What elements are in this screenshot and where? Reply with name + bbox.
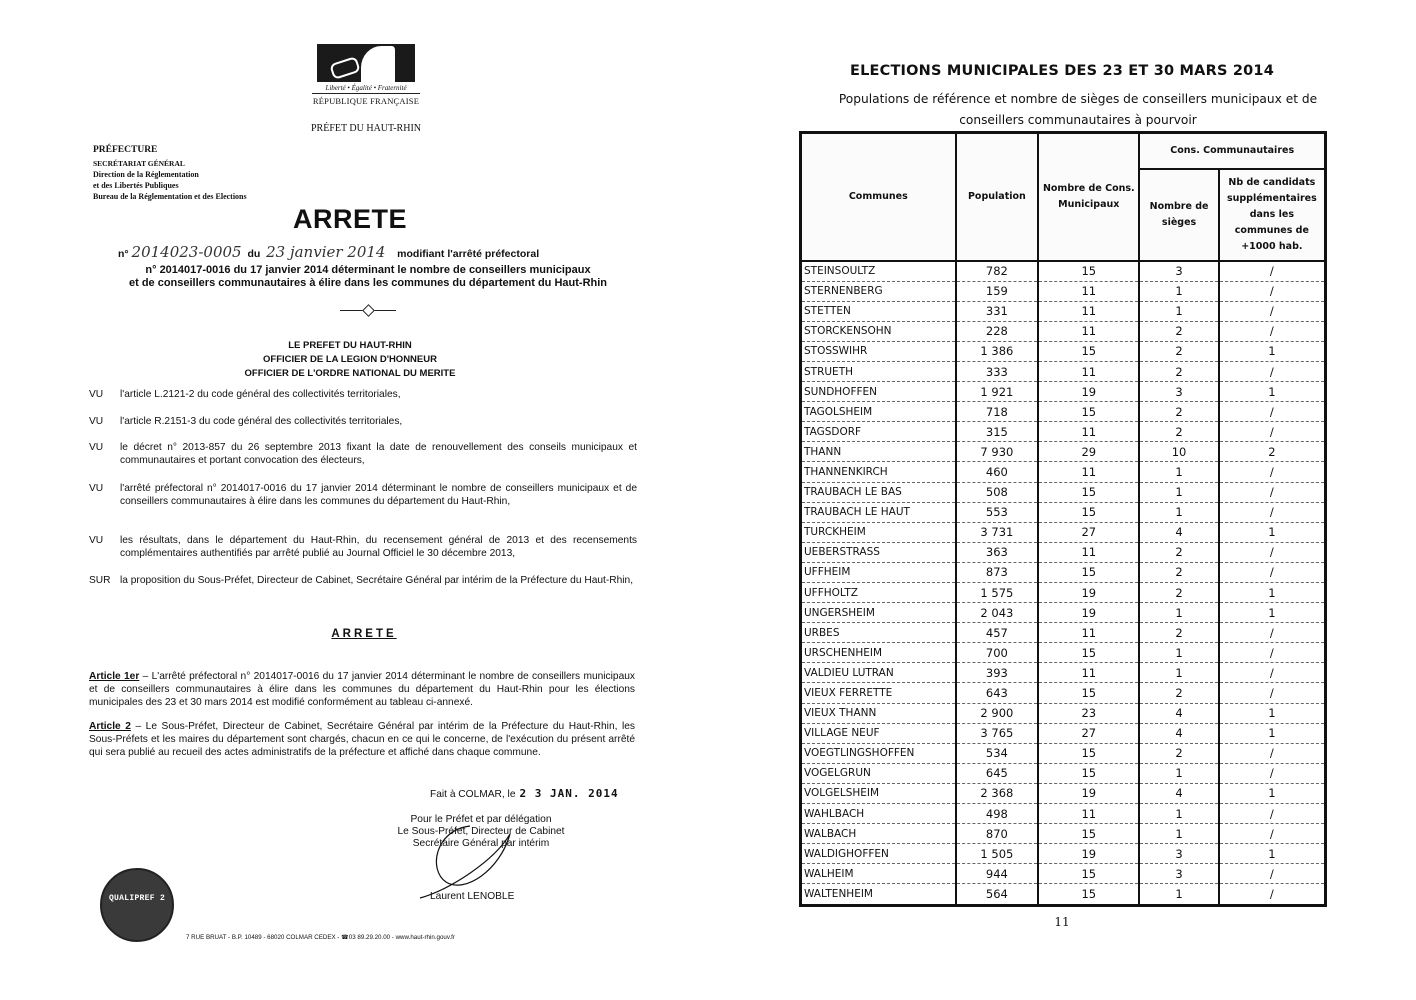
- cell-sieges: 2: [1139, 562, 1218, 582]
- table-row: [801, 643, 1326, 663]
- cell-population: 553: [956, 502, 1039, 522]
- table-row: [801, 341, 1326, 361]
- cell-sieges: 1: [1139, 603, 1218, 623]
- arrete-page: [0, 0, 700, 1000]
- service-line: SECRÉTARIAT GÉNÉRAL: [93, 159, 185, 168]
- signature-line: Le Sous-Préfet, Directeur de Cabinet: [397, 826, 565, 837]
- consideration-tag: VU: [89, 389, 104, 400]
- cell-sieges: 1: [1139, 482, 1218, 502]
- table-row: [801, 723, 1326, 743]
- cell-sieges: 4: [1139, 522, 1218, 542]
- cell-cons-municipaux: 15: [1038, 643, 1139, 663]
- article-text: – Le Sous-Préfet, Directeur de Cabinet, Secrétaire Général par intérim de la Préfecture du Haut-Rhin, les Sous-Préfets et les maires du département sont chargés, chacun en ce qui le concerne, de l'exécution du présent arrêté qui sera publié au recueil des actes administratifs de la préfecture et affiché dans chaque commune.: [89, 721, 635, 758]
- cell-candidats: /: [1219, 663, 1326, 683]
- arrete-reference: [118, 243, 628, 261]
- cell-sieges: 3: [1139, 844, 1218, 864]
- cell-cons-municipaux: 11: [1038, 281, 1139, 301]
- cell-commune: VOEGTLINGSHOFFEN: [801, 743, 956, 763]
- consideration-text: la proposition du Sous-Préfet, Directeur de Cabinet, Secrétaire Général par intérim de la Préfecture du Haut-Rhin,: [120, 575, 634, 586]
- cell-candidats: /: [1219, 623, 1326, 643]
- table-row: [801, 301, 1326, 321]
- cell-sieges: 1: [1139, 301, 1218, 321]
- cell-candidats: /: [1219, 743, 1326, 763]
- cell-population: 1 505: [956, 844, 1039, 864]
- cell-cons-municipaux: 15: [1038, 884, 1139, 905]
- cell-population: 1 575: [956, 583, 1039, 603]
- cell-population: 700: [956, 643, 1039, 663]
- cell-sieges: 4: [1139, 783, 1218, 803]
- table-row: [801, 522, 1326, 542]
- table-row: [801, 281, 1326, 301]
- page-number: 11: [1054, 915, 1070, 929]
- officer-line: OFFICIER DE L'ORDRE NATIONAL DU MERITE: [244, 368, 456, 379]
- article-label: Article 1er: [89, 671, 140, 682]
- cell-commune: TRAUBACH LE BAS: [801, 482, 956, 502]
- cell-commune: THANN: [801, 442, 956, 462]
- cell-sieges: 3: [1139, 261, 1218, 282]
- consideration-tag: VU: [89, 535, 104, 546]
- cell-population: 159: [956, 281, 1039, 301]
- cell-sieges: 2: [1139, 341, 1218, 361]
- cell-cons-municipaux: 15: [1038, 562, 1139, 582]
- cell-candidats: 1: [1219, 522, 1326, 542]
- table-row: [801, 462, 1326, 482]
- cell-sieges: 1: [1139, 281, 1218, 301]
- consideration: [89, 441, 637, 467]
- cell-sieges: 2: [1139, 583, 1218, 603]
- cell-commune: WALDIGHOFFEN: [801, 844, 956, 864]
- cell-cons-municipaux: 15: [1038, 824, 1139, 844]
- place-date: [430, 787, 619, 800]
- issuer: PRÉFET DU HAUT-RHIN: [310, 123, 421, 134]
- cell-sieges: 3: [1139, 382, 1218, 402]
- table-row: [801, 502, 1326, 522]
- cell-population: 333: [956, 361, 1039, 381]
- cell-cons-municipaux: 15: [1038, 402, 1139, 422]
- cell-candidats: /: [1219, 884, 1326, 905]
- cell-commune: STEINSOULTZ: [801, 261, 956, 282]
- table-row: [801, 743, 1326, 763]
- cell-population: 645: [956, 763, 1039, 783]
- cell-cons-municipaux: 23: [1038, 703, 1139, 723]
- cell-commune: VIEUX FERRETTE: [801, 683, 956, 703]
- table-row: [801, 824, 1326, 844]
- cell-cons-municipaux: 11: [1038, 361, 1139, 381]
- cell-commune: VALDIEU LUTRAN: [801, 663, 956, 683]
- marianne-logo-icon: [317, 44, 415, 82]
- header-candidats: Nb de candidats supplémentaires dans les communes de +1000 hab.: [1219, 169, 1326, 261]
- table-row: [801, 422, 1326, 442]
- cell-commune: UFFHEIM: [801, 562, 956, 582]
- cell-sieges: 3: [1139, 864, 1218, 884]
- cell-commune: STOSSWIHR: [801, 341, 956, 361]
- table-row: [801, 603, 1326, 623]
- cell-candidats: /: [1219, 402, 1326, 422]
- signer-name: Laurent LENOBLE: [430, 891, 515, 902]
- header-cons-municipaux: Nombre de Cons. Municipaux: [1038, 133, 1139, 261]
- table-row: [801, 763, 1326, 783]
- officer-line: LE PREFET DU HAUT-RHIN: [288, 340, 412, 351]
- cell-cons-municipaux: 19: [1038, 844, 1139, 864]
- cell-candidats: /: [1219, 804, 1326, 824]
- service-line: Bureau de la Réglementation et des Elections: [93, 192, 247, 201]
- signature-line: Secrétaire Général par intérim: [412, 838, 550, 849]
- cell-cons-municipaux: 11: [1038, 804, 1139, 824]
- header-commune: Communes: [801, 133, 956, 261]
- cell-cons-municipaux: 15: [1038, 261, 1139, 282]
- cell-cons-municipaux: 15: [1038, 864, 1139, 884]
- consideration: [89, 415, 637, 428]
- table-row: [801, 703, 1326, 723]
- cell-population: 3 731: [956, 522, 1039, 542]
- cell-sieges: 4: [1139, 723, 1218, 743]
- cell-population: 498: [956, 804, 1039, 824]
- cell-cons-municipaux: 11: [1038, 321, 1139, 341]
- handwritten-number: 2014023-0005: [131, 243, 242, 261]
- cell-candidats: /: [1219, 361, 1326, 381]
- service-block: [93, 145, 247, 202]
- cell-cons-municipaux: 11: [1038, 663, 1139, 683]
- consideration-text: l'article L.2121-2 du code général des collectivités territoriales,: [120, 389, 401, 400]
- cell-candidats: /: [1219, 824, 1326, 844]
- cell-commune: STETTEN: [801, 301, 956, 321]
- cell-population: 3 765: [956, 723, 1039, 743]
- table-row: [801, 361, 1326, 381]
- cell-population: 534: [956, 743, 1039, 763]
- cell-sieges: 2: [1139, 542, 1218, 562]
- cell-candidats: /: [1219, 502, 1326, 522]
- cell-candidats: /: [1219, 462, 1326, 482]
- cell-candidats: 1: [1219, 723, 1326, 743]
- cell-cons-municipaux: 15: [1038, 341, 1139, 361]
- cell-population: 873: [956, 562, 1039, 582]
- cell-commune: STERNENBERG: [801, 281, 956, 301]
- cell-cons-municipaux: 19: [1038, 583, 1139, 603]
- table-row: [801, 663, 1326, 683]
- cell-commune: TAGSDORF: [801, 422, 956, 442]
- cell-commune: URBES: [801, 623, 956, 643]
- cell-population: 460: [956, 462, 1039, 482]
- consideration: [89, 534, 637, 560]
- cell-sieges: 2: [1139, 683, 1218, 703]
- service-line: Direction de la Réglementation: [93, 170, 199, 179]
- table-row: [801, 583, 1326, 603]
- subtitle-line: et de conseillers communautaires à élire dans les communes du département du Haut-Rhin: [128, 277, 608, 289]
- consideration-text: l'arrêté préfectoral n° 2014017-0016 du 17 janvier 2014 déterminant le nombre de conseillers municipaux et de conseillers communautaires à élire dans les communes du département du Haut-Rhin,: [120, 483, 637, 507]
- cell-candidats: 1: [1219, 382, 1326, 402]
- cell-cons-municipaux: 15: [1038, 683, 1139, 703]
- cell-candidats: /: [1219, 321, 1326, 341]
- cell-population: 2 368: [956, 783, 1039, 803]
- annex-title: ELECTIONS MUNICIPALES DES 23 ET 30 MARS 2014: [849, 63, 1275, 79]
- consideration-tag: VU: [89, 442, 104, 453]
- cell-population: 718: [956, 402, 1039, 422]
- cell-cons-municipaux: 15: [1038, 763, 1139, 783]
- consideration: [89, 388, 637, 401]
- article-label: Article 2: [89, 721, 131, 732]
- cell-sieges: 1: [1139, 643, 1218, 663]
- cell-commune: STORCKENSOHN: [801, 321, 956, 341]
- badge-label: QUALIPREF 2: [108, 893, 166, 903]
- table-row: [801, 542, 1326, 562]
- cell-population: 393: [956, 663, 1039, 683]
- handwritten-date: 23 janvier 2014: [266, 243, 386, 261]
- cell-candidats: /: [1219, 482, 1326, 502]
- cell-sieges: 1: [1139, 804, 1218, 824]
- cell-population: 1 386: [956, 341, 1039, 361]
- ref-suffix: modifiant l'arrêté préfectoral: [397, 248, 540, 260]
- cell-sieges: 1: [1139, 884, 1218, 905]
- cell-commune: VILLAGE NEUF: [801, 723, 956, 743]
- cell-cons-municipaux: 27: [1038, 723, 1139, 743]
- table-row: [801, 442, 1326, 462]
- cell-sieges: 1: [1139, 502, 1218, 522]
- cell-commune: WAHLBACH: [801, 804, 956, 824]
- cell-commune: VOGELGRUN: [801, 763, 956, 783]
- cell-commune: TRAUBACH LE HAUT: [801, 502, 956, 522]
- cell-sieges: 1: [1139, 824, 1218, 844]
- article-2: [89, 720, 635, 759]
- cell-candidats: /: [1219, 864, 1326, 884]
- service-line: et des Libertés Publiques: [93, 181, 179, 190]
- cell-cons-municipaux: 19: [1038, 783, 1139, 803]
- cell-commune: THANNENKIRCH: [801, 462, 956, 482]
- header-population: Population: [956, 133, 1039, 261]
- cell-cons-municipaux: 11: [1038, 623, 1139, 643]
- ref-prefix: n°: [118, 248, 129, 260]
- cell-candidats: 1: [1219, 844, 1326, 864]
- cell-commune: WALHEIM: [801, 864, 956, 884]
- consideration-tag: VU: [89, 483, 104, 494]
- cell-population: 363: [956, 542, 1039, 562]
- cell-cons-municipaux: 19: [1038, 382, 1139, 402]
- cell-cons-municipaux: 19: [1038, 603, 1139, 623]
- handwritten-signature-icon: [410, 820, 530, 900]
- cell-cons-municipaux: 15: [1038, 743, 1139, 763]
- cell-sieges: 2: [1139, 402, 1218, 422]
- cell-population: 7 930: [956, 442, 1039, 462]
- cell-commune: WALBACH: [801, 824, 956, 844]
- cell-population: 331: [956, 301, 1039, 321]
- cell-candidats: /: [1219, 301, 1326, 321]
- cell-sieges: 1: [1139, 663, 1218, 683]
- officer-line: OFFICIER DE LA LEGION D'HONNEUR: [263, 354, 437, 365]
- cell-candidats: 1: [1219, 583, 1326, 603]
- cell-sieges: 10: [1139, 442, 1218, 462]
- cell-commune: TAGOLSHEIM: [801, 402, 956, 422]
- cell-cons-municipaux: 15: [1038, 502, 1139, 522]
- document-title: ARRETE: [292, 204, 407, 234]
- table-row: [801, 382, 1326, 402]
- cell-population: 2 900: [956, 703, 1039, 723]
- article-1: [89, 670, 635, 709]
- annex-table-page: [708, 0, 1416, 1000]
- cell-candidats: /: [1219, 683, 1326, 703]
- cell-candidats: /: [1219, 542, 1326, 562]
- cell-candidats: 1: [1219, 783, 1326, 803]
- cell-population: 870: [956, 824, 1039, 844]
- cell-sieges: 2: [1139, 422, 1218, 442]
- cell-cons-municipaux: 11: [1038, 301, 1139, 321]
- subtitle-line: n° 2014017-0016 du 17 janvier 2014 déterminant le nombre de conseillers municipaux: [145, 264, 591, 276]
- cell-commune: UFFHOLTZ: [801, 583, 956, 603]
- cell-population: 564: [956, 884, 1039, 905]
- header-cons-communautaires: Cons. Communautaires: [1139, 133, 1325, 169]
- cell-commune: TURCKHEIM: [801, 522, 956, 542]
- cell-population: 228: [956, 321, 1039, 341]
- cell-candidats: /: [1219, 763, 1326, 783]
- consideration: [89, 574, 637, 587]
- republic-name: RÉPUBLIQUE FRANÇAISE: [312, 96, 420, 106]
- cell-sieges: 2: [1139, 743, 1218, 763]
- consideration: [89, 482, 637, 508]
- cell-commune: UEBERSTRASS: [801, 542, 956, 562]
- cell-commune: VOLGELSHEIM: [801, 783, 956, 803]
- cell-population: 782: [956, 261, 1039, 282]
- republic-motto: Liberté • Égalité • Fraternité: [312, 84, 420, 94]
- cell-commune: WALTENHEIM: [801, 884, 956, 905]
- cell-commune: VIEUX THANN: [801, 703, 956, 723]
- signature-line: Pour le Préfet et par délégation: [410, 814, 552, 825]
- cell-population: 643: [956, 683, 1039, 703]
- cell-sieges: 2: [1139, 623, 1218, 643]
- table-row: [801, 804, 1326, 824]
- cell-candidats: /: [1219, 281, 1326, 301]
- place-date-text: Fait à COLMAR, le: [430, 789, 516, 800]
- cell-candidats: 2: [1219, 442, 1326, 462]
- cell-sieges: 1: [1139, 763, 1218, 783]
- cell-sieges: 4: [1139, 703, 1218, 723]
- cell-cons-municipaux: 15: [1038, 482, 1139, 502]
- cell-cons-municipaux: 11: [1038, 462, 1139, 482]
- cell-population: 315: [956, 422, 1039, 442]
- cell-candidats: 1: [1219, 603, 1326, 623]
- cell-candidats: /: [1219, 422, 1326, 442]
- table-body: [801, 261, 1326, 906]
- cell-candidats: 1: [1219, 341, 1326, 361]
- consideration-tag: SUR: [89, 575, 111, 586]
- qualipref-badge-icon: [100, 868, 174, 942]
- cell-population: 508: [956, 482, 1039, 502]
- service-line: PRÉFECTURE: [93, 145, 158, 155]
- footer-address: 7 RUE BRUAT - B.P. 10489 - 68020 COLMAR CEDEX - ☎03 89.29.20.00 - www.haut-rhin.gouv.fr: [186, 934, 455, 941]
- cell-cons-municipaux: 29: [1038, 442, 1139, 462]
- consideration-text: l'article R.2151-3 du code général des collectivités territoriales,: [120, 416, 403, 427]
- annex-subtitle: Populations de référence et nombre de sièges de conseillers municipaux et de conseillers communautaires à pourvoir: [838, 92, 1318, 127]
- cell-candidats: 1: [1219, 703, 1326, 723]
- cell-sieges: 2: [1139, 321, 1218, 341]
- cell-population: 1 921: [956, 382, 1039, 402]
- cell-sieges: 1: [1139, 462, 1218, 482]
- consideration-tag: VU: [89, 416, 104, 427]
- table-row: [801, 562, 1326, 582]
- cell-candidats: /: [1219, 261, 1326, 282]
- article-text: – L'arrêté préfectoral n° 2014017-0016 du 17 janvier 2014 déterminant le nombre de conseillers municipaux et de conseillers communautaires à élire dans les communes du département du Haut-Rhin pour les élections municipales des 23 et 30 mars 2014 est modifié conformément au tableau ci-annexé.: [89, 671, 635, 708]
- cell-commune: STRUETH: [801, 361, 956, 381]
- table-row: [801, 402, 1326, 422]
- header-sieges: Nombre de sièges: [1139, 169, 1218, 261]
- ref-du: du: [247, 248, 261, 260]
- cell-cons-municipaux: 11: [1038, 422, 1139, 442]
- decision-heading: ARRETE: [331, 628, 397, 640]
- cell-sieges: 2: [1139, 361, 1218, 381]
- cell-population: 2 043: [956, 603, 1039, 623]
- table-row: [801, 683, 1326, 703]
- consideration-text: le décret n° 2013-857 du 26 septembre 2013 fixant la date de renouvellement des conseils municipaux et communautaires et portant convocation des électeurs,: [120, 442, 637, 466]
- table-row: [801, 864, 1326, 884]
- seats-table: [799, 131, 1327, 907]
- date-stamp: 2 3 JAN. 2014: [519, 787, 619, 800]
- table-row: [801, 321, 1326, 341]
- cell-cons-municipaux: 11: [1038, 542, 1139, 562]
- cell-commune: UNGERSHEIM: [801, 603, 956, 623]
- cell-commune: SUNDHOFFEN: [801, 382, 956, 402]
- table-row: [801, 261, 1326, 282]
- table-row: [801, 482, 1326, 502]
- consideration-text: les résultats, dans le département du Haut-Rhin, du recensement général de 2013 et des recensements complémentaires authentifiés par arrêté publié au Journal Officiel le 30 décembre 2013,: [120, 535, 637, 559]
- cell-population: 457: [956, 623, 1039, 643]
- table-row: [801, 623, 1326, 643]
- table-row: [801, 844, 1326, 864]
- divider-ornament: [340, 310, 396, 311]
- cell-population: 944: [956, 864, 1039, 884]
- cell-commune: URSCHENHEIM: [801, 643, 956, 663]
- cell-candidats: /: [1219, 643, 1326, 663]
- cell-cons-municipaux: 27: [1038, 522, 1139, 542]
- table-row: [801, 783, 1326, 803]
- table-row: [801, 884, 1326, 905]
- cell-candidats: /: [1219, 562, 1326, 582]
